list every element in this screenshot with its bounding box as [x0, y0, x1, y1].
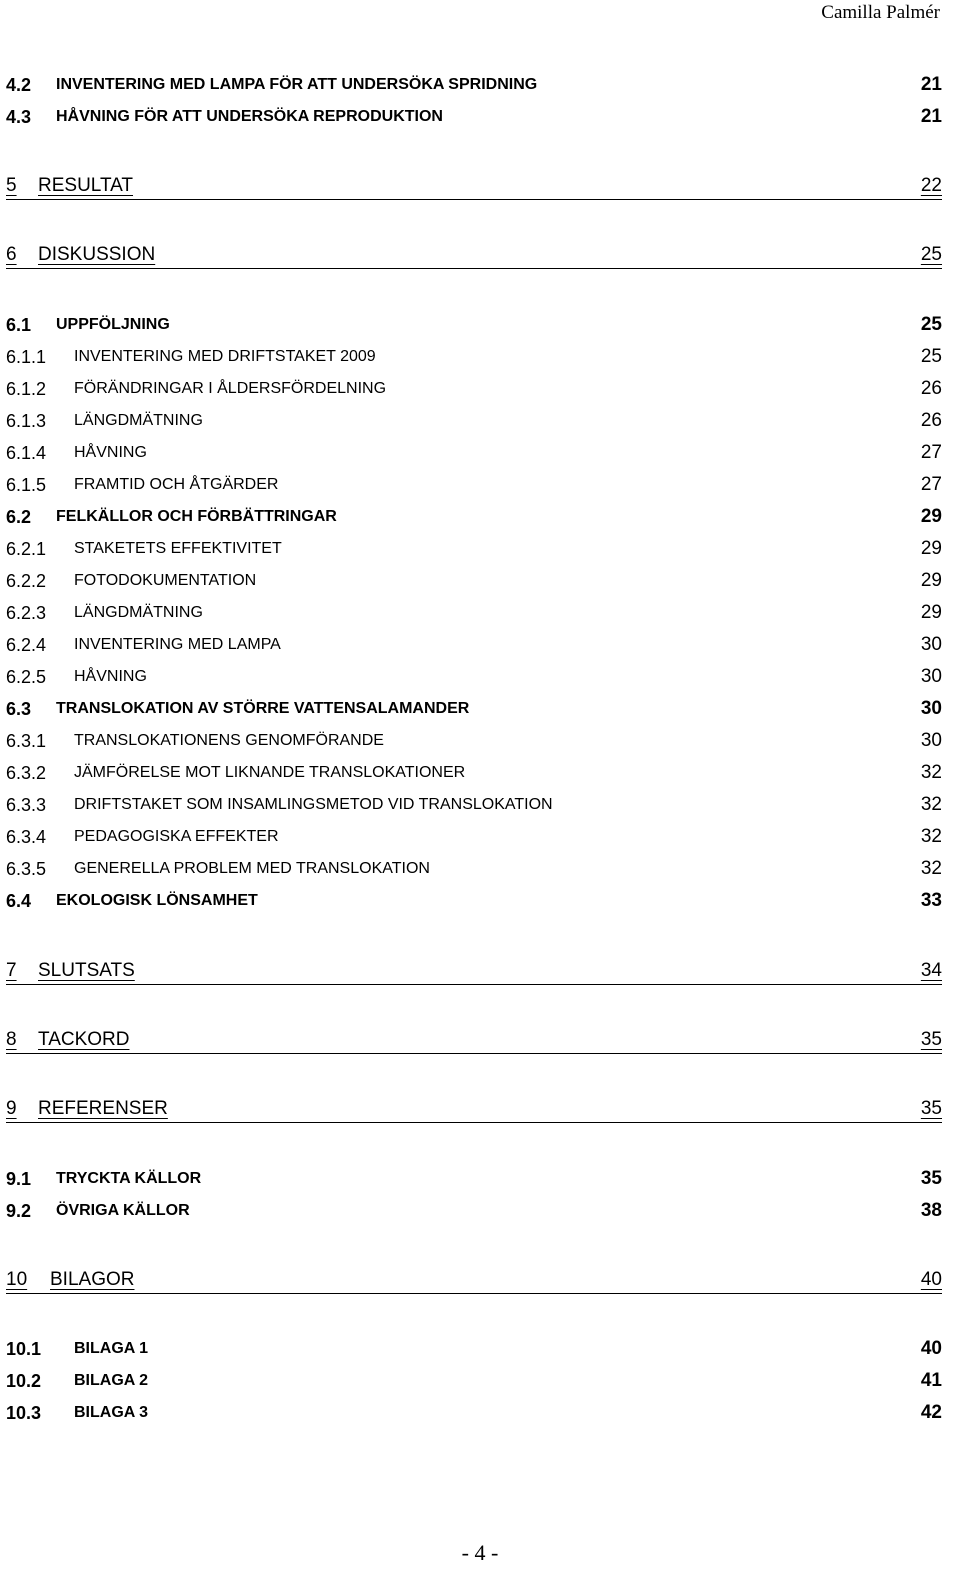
toc-page: 32 [920, 794, 942, 815]
toc-entry-4-3[interactable] [6, 102, 942, 132]
toc-number: 10.1 [6, 1339, 42, 1359]
toc-number: 6.2.1 [6, 539, 47, 559]
toc-title: HÅVNING [74, 668, 147, 685]
toc-number: 6.3.3 [6, 795, 47, 815]
toc-entry-5[interactable] [6, 171, 942, 201]
toc-entry-6-1-3[interactable] [6, 406, 942, 436]
toc-underline [6, 199, 942, 201]
toc-entry-10-3[interactable] [6, 1398, 942, 1428]
toc-entry-6-1-4[interactable] [6, 438, 942, 468]
toc-title: INVENTERING MED LAMPA FÖR ATT UNDERSÖKA SPRIDNING [56, 76, 538, 93]
toc-title: BILAGA 3 [74, 1404, 149, 1421]
toc-title: ÖVRIGA KÄLLOR [56, 1202, 190, 1219]
toc-entry-6-3-4[interactable] [6, 822, 942, 852]
toc-page: 30 [920, 698, 942, 719]
toc-title: DISKUSSION [38, 244, 156, 265]
toc-number: 10.3 [6, 1403, 42, 1423]
toc-entry-10[interactable] [6, 1265, 942, 1295]
toc-number: 6 [6, 244, 17, 265]
toc-title: GENERELLA PROBLEM MED TRANSLOKATION [74, 860, 430, 877]
toc-number: 7 [6, 960, 17, 981]
toc-number: 10.2 [6, 1371, 42, 1391]
toc-title: REFERENSER [38, 1098, 168, 1119]
toc-title: EKOLOGISK LÖNSAMHET [56, 892, 258, 909]
toc-page: 27 [920, 474, 942, 495]
toc-title: FELKÄLLOR OCH FÖRBÄTTRINGAR [56, 508, 337, 525]
toc-underline [6, 984, 942, 986]
toc-number: 6.2 [6, 507, 32, 527]
toc-title: HÅVNING [74, 444, 147, 461]
toc-title: UPPFÖLJNING [56, 316, 170, 333]
toc-page: 26 [920, 410, 942, 431]
toc-title: TRYCKTA KÄLLOR [56, 1170, 202, 1187]
toc-number: 4.3 [6, 107, 32, 127]
toc-page: 25 [920, 346, 942, 367]
toc-number: 5 [6, 175, 17, 196]
toc-entry-6[interactable] [6, 240, 942, 270]
toc-number: 10 [6, 1269, 28, 1290]
toc-entry-9-1[interactable] [6, 1164, 942, 1194]
toc-title: FRAMTID OCH ÅTGÄRDER [74, 476, 279, 493]
toc-page: 40 [920, 1269, 942, 1290]
toc-title: PEDAGOGISKA EFFEKTER [74, 828, 279, 845]
toc-number: 9 [6, 1098, 17, 1119]
toc-number: 8 [6, 1029, 17, 1050]
toc-number: 6.1.2 [6, 379, 47, 399]
toc-entry-6-2[interactable] [6, 502, 942, 532]
toc-title: RESULTAT [38, 175, 134, 196]
toc-number: 6.4 [6, 891, 32, 911]
toc-title: TACKORD [38, 1029, 130, 1050]
toc-title: TRANSLOKATIONENS GENOMFÖRANDE [74, 732, 384, 749]
toc-title: FÖRÄNDRINGAR I ÅLDERSFÖRDELNING [74, 380, 387, 397]
toc-entry-10-2[interactable] [6, 1366, 942, 1396]
toc-entry-8[interactable] [6, 1025, 942, 1055]
toc-title: FOTODOKUMENTATION [74, 572, 257, 589]
toc-title: INVENTERING MED DRIFTSTAKET 2009 [74, 348, 376, 365]
toc-title: STAKETETS EFFEKTIVITET [74, 540, 282, 557]
toc-title: TRANSLOKATION AV STÖRRE VATTENSALAMANDER [56, 700, 470, 717]
toc-title: HÅVNING FÖR ATT UNDERSÖKA REPRODUKTION [56, 108, 443, 125]
toc-page: 32 [920, 826, 942, 847]
toc-title: BILAGOR [50, 1269, 135, 1290]
toc-entry-9-2[interactable] [6, 1196, 942, 1226]
toc-page: 30 [920, 730, 942, 751]
toc-underline [6, 1293, 942, 1295]
toc-title: JÄMFÖRELSE MOT LIKNANDE TRANSLOKATIONER [74, 764, 466, 781]
toc-number: 6.3.1 [6, 731, 47, 751]
toc-page: 32 [920, 762, 942, 783]
toc-title: DRIFTSTAKET SOM INSAMLINGSMETOD VID TRANSLOKATION [74, 796, 553, 813]
toc-underline [6, 1053, 942, 1055]
toc-page: 29 [920, 538, 942, 559]
toc-entry-6-1-5[interactable] [6, 470, 942, 500]
toc-entry-6-3-5[interactable] [6, 854, 942, 884]
toc-entry-6-1[interactable] [6, 310, 942, 340]
toc-page: 29 [920, 570, 942, 591]
toc-entry-9[interactable] [6, 1094, 942, 1124]
toc-page: 35 [920, 1029, 942, 1050]
toc-page: 29 [920, 506, 942, 527]
toc-page: 22 [920, 175, 942, 196]
toc-number: 6.2.3 [6, 603, 47, 623]
toc-title: BILAGA 1 [74, 1340, 149, 1357]
page-number-footer: - 4 - [461, 1540, 499, 1565]
toc-page: 35 [920, 1098, 942, 1119]
toc-number: 9.2 [6, 1201, 32, 1221]
toc-number: 6.1.5 [6, 475, 47, 495]
page-header-author: Camilla Palmér [821, 2, 940, 23]
toc-entry-6-2-4[interactable] [6, 630, 942, 660]
toc-entry-7[interactable] [6, 956, 942, 986]
toc-page: 42 [920, 1402, 942, 1423]
toc-page: 21 [920, 106, 942, 127]
toc-page: 29 [920, 602, 942, 623]
toc-page: 32 [920, 858, 942, 879]
toc-page: 34 [920, 960, 942, 981]
toc-underline [6, 268, 942, 270]
toc-number: 6.1.4 [6, 443, 47, 463]
toc-entry-6-1-2[interactable] [6, 374, 942, 404]
toc-title: LÄNGDMÄTNING [74, 604, 203, 621]
toc-number: 6.3.2 [6, 763, 47, 783]
toc-entry-6-2-3[interactable] [6, 598, 942, 628]
toc-page: 41 [920, 1370, 942, 1391]
toc-page: 27 [920, 442, 942, 463]
toc-page: 25 [920, 314, 942, 335]
toc-page: 25 [920, 244, 942, 265]
toc-page: 26 [920, 378, 942, 399]
toc-page: 35 [920, 1168, 942, 1189]
toc-number: 6.3 [6, 699, 32, 719]
toc-page: 21 [920, 74, 942, 95]
toc-entry-10-1[interactable] [6, 1334, 942, 1364]
toc-entry-6-4[interactable] [6, 886, 942, 916]
toc-number: 6.2.4 [6, 635, 47, 655]
toc-page: 38 [920, 1200, 942, 1221]
toc-page: 40 [920, 1338, 942, 1359]
toc-number: 6.2.5 [6, 667, 47, 687]
toc-entry-6-2-5[interactable] [6, 662, 942, 692]
toc-title: BILAGA 2 [74, 1372, 149, 1389]
toc-number: 9.1 [6, 1169, 32, 1189]
toc-entry-4-2[interactable] [6, 70, 942, 100]
toc-title: SLUTSATS [38, 960, 135, 981]
toc-entry-6-2-2[interactable] [6, 566, 942, 596]
toc-entry-6-3[interactable] [6, 694, 942, 724]
toc-entry-6-1-1[interactable] [6, 342, 942, 372]
toc-title: LÄNGDMÄTNING [74, 412, 203, 429]
toc-page: 33 [920, 890, 942, 911]
toc-number: 6.3.5 [6, 859, 47, 879]
toc-entry-6-3-2[interactable] [6, 758, 942, 788]
toc-underline [6, 1122, 942, 1124]
toc-entry-6-2-1[interactable] [6, 534, 942, 564]
toc-number: 4.2 [6, 75, 32, 95]
toc-number: 6.1.3 [6, 411, 47, 431]
toc-page: 30 [920, 634, 942, 655]
toc-number: 6.2.2 [6, 571, 47, 591]
toc-number: 6.3.4 [6, 827, 47, 847]
toc-number: 6.1 [6, 315, 32, 335]
toc-number: 6.1.1 [6, 347, 47, 367]
toc-page: 30 [920, 666, 942, 687]
toc-entry-6-3-1[interactable] [6, 726, 942, 756]
toc-entry-6-3-3[interactable] [6, 790, 942, 820]
toc-title: INVENTERING MED LAMPA [74, 636, 281, 653]
